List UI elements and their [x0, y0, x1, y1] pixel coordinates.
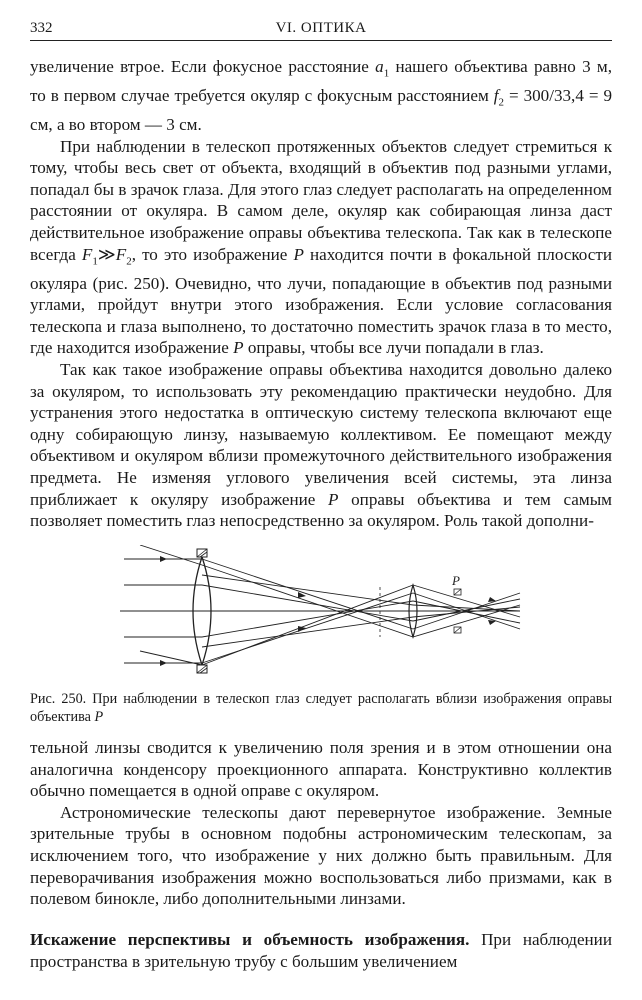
section-paragraph	[30, 929, 612, 972]
figure-caption: Рис. 250. При наблюдении в телескоп глаз следует располагать вблизи изображения оправы объектива P	[30, 691, 612, 725]
paragraph: При наблюдении в телескоп протяженных объектов следует стремиться к тому, чтобы весь свет от объекта, входящий в объектив под разными углами, попадал бы в зрачок глаза. Для этого глаз следует располагать на определенном расстоянии от окуляра. В самом деле, окуляр как собирающая линза даст действительное изображение оправы объектива телескопа. Так как в телескопе всегда $F_1≫F_2$, то это изображение P находится почти в фокальной плоскости окуляра (рис. 250). Очевидно, что лучи, попадающие в объектив под разными углами, пройдут внутри этого изображения. Если условие согласования телескопа и глаза выполнено, то достаточно поместить зрачок глаза в то место, где находится изображение P оправы, чтобы все лучи попадали в глаз.	[30, 136, 612, 358]
page-number: 332	[30, 20, 53, 36]
section-text: При наблюдении пространства в зрительную трубу с большим увеличением	[30, 930, 612, 971]
paragraph: Астрономические телескопы дают перевернутое изображение. Земные зрительные трубы в основном подобны астрономическим телескопам, за исключением того, что изображение у них должно быть правильным. Для переворачивания изображения можно воспользоваться либо призмами, как в полевом бинокле, либо дополнительными линзами.	[30, 802, 612, 909]
telescope-ray-diagram	[30, 545, 612, 685]
chapter-title: VI. ОПТИКА	[275, 20, 367, 36]
figure-250	[30, 545, 612, 685]
section-start	[30, 929, 612, 972]
paragraph: тельной линзы сводится к увеличению поля зрения и в этом отношении она аналогична конденсору проекционного аппарата. Конструктивно коллектив обычно помещается в одной оправе с окуляром.	[30, 738, 612, 801]
paragraph: Так как такое изображение оправы объектива находится довольно далеко за окуляром, то использовать эту рекомендацию практически неудобно. Для устранения этого недостатка в оптическую систему телескопа включают еще одну собирающую линзу, называемую коллективом. Ее помещают между объективом и окуляром вблизи промежуточного действительного изображения предмета. Не изменяя углового увеличения всей системы, эта линза приближает к окуляру изображение P оправы объектива и тем самым позволяет поместить глаз непосредственно за окуляром. Роль такой дополни-	[30, 359, 612, 531]
frame-image-label: P	[452, 573, 460, 588]
paragraph: увеличение втрое. Если фокусное расстояние $a_1$ нашего объектива равно 3 м, то в первом случае требуется окуляр с фокусным расстоянием $f_2 = 300/33,4 = 9$ см, а во втором — 3 см.	[30, 57, 612, 134]
ray-bundle	[124, 545, 520, 665]
section-heading: Искажение перспективы и объемность изображения.	[30, 930, 470, 949]
body-text-top	[30, 56, 612, 532]
body-text-bottom	[30, 737, 612, 910]
page-header	[30, 18, 612, 41]
